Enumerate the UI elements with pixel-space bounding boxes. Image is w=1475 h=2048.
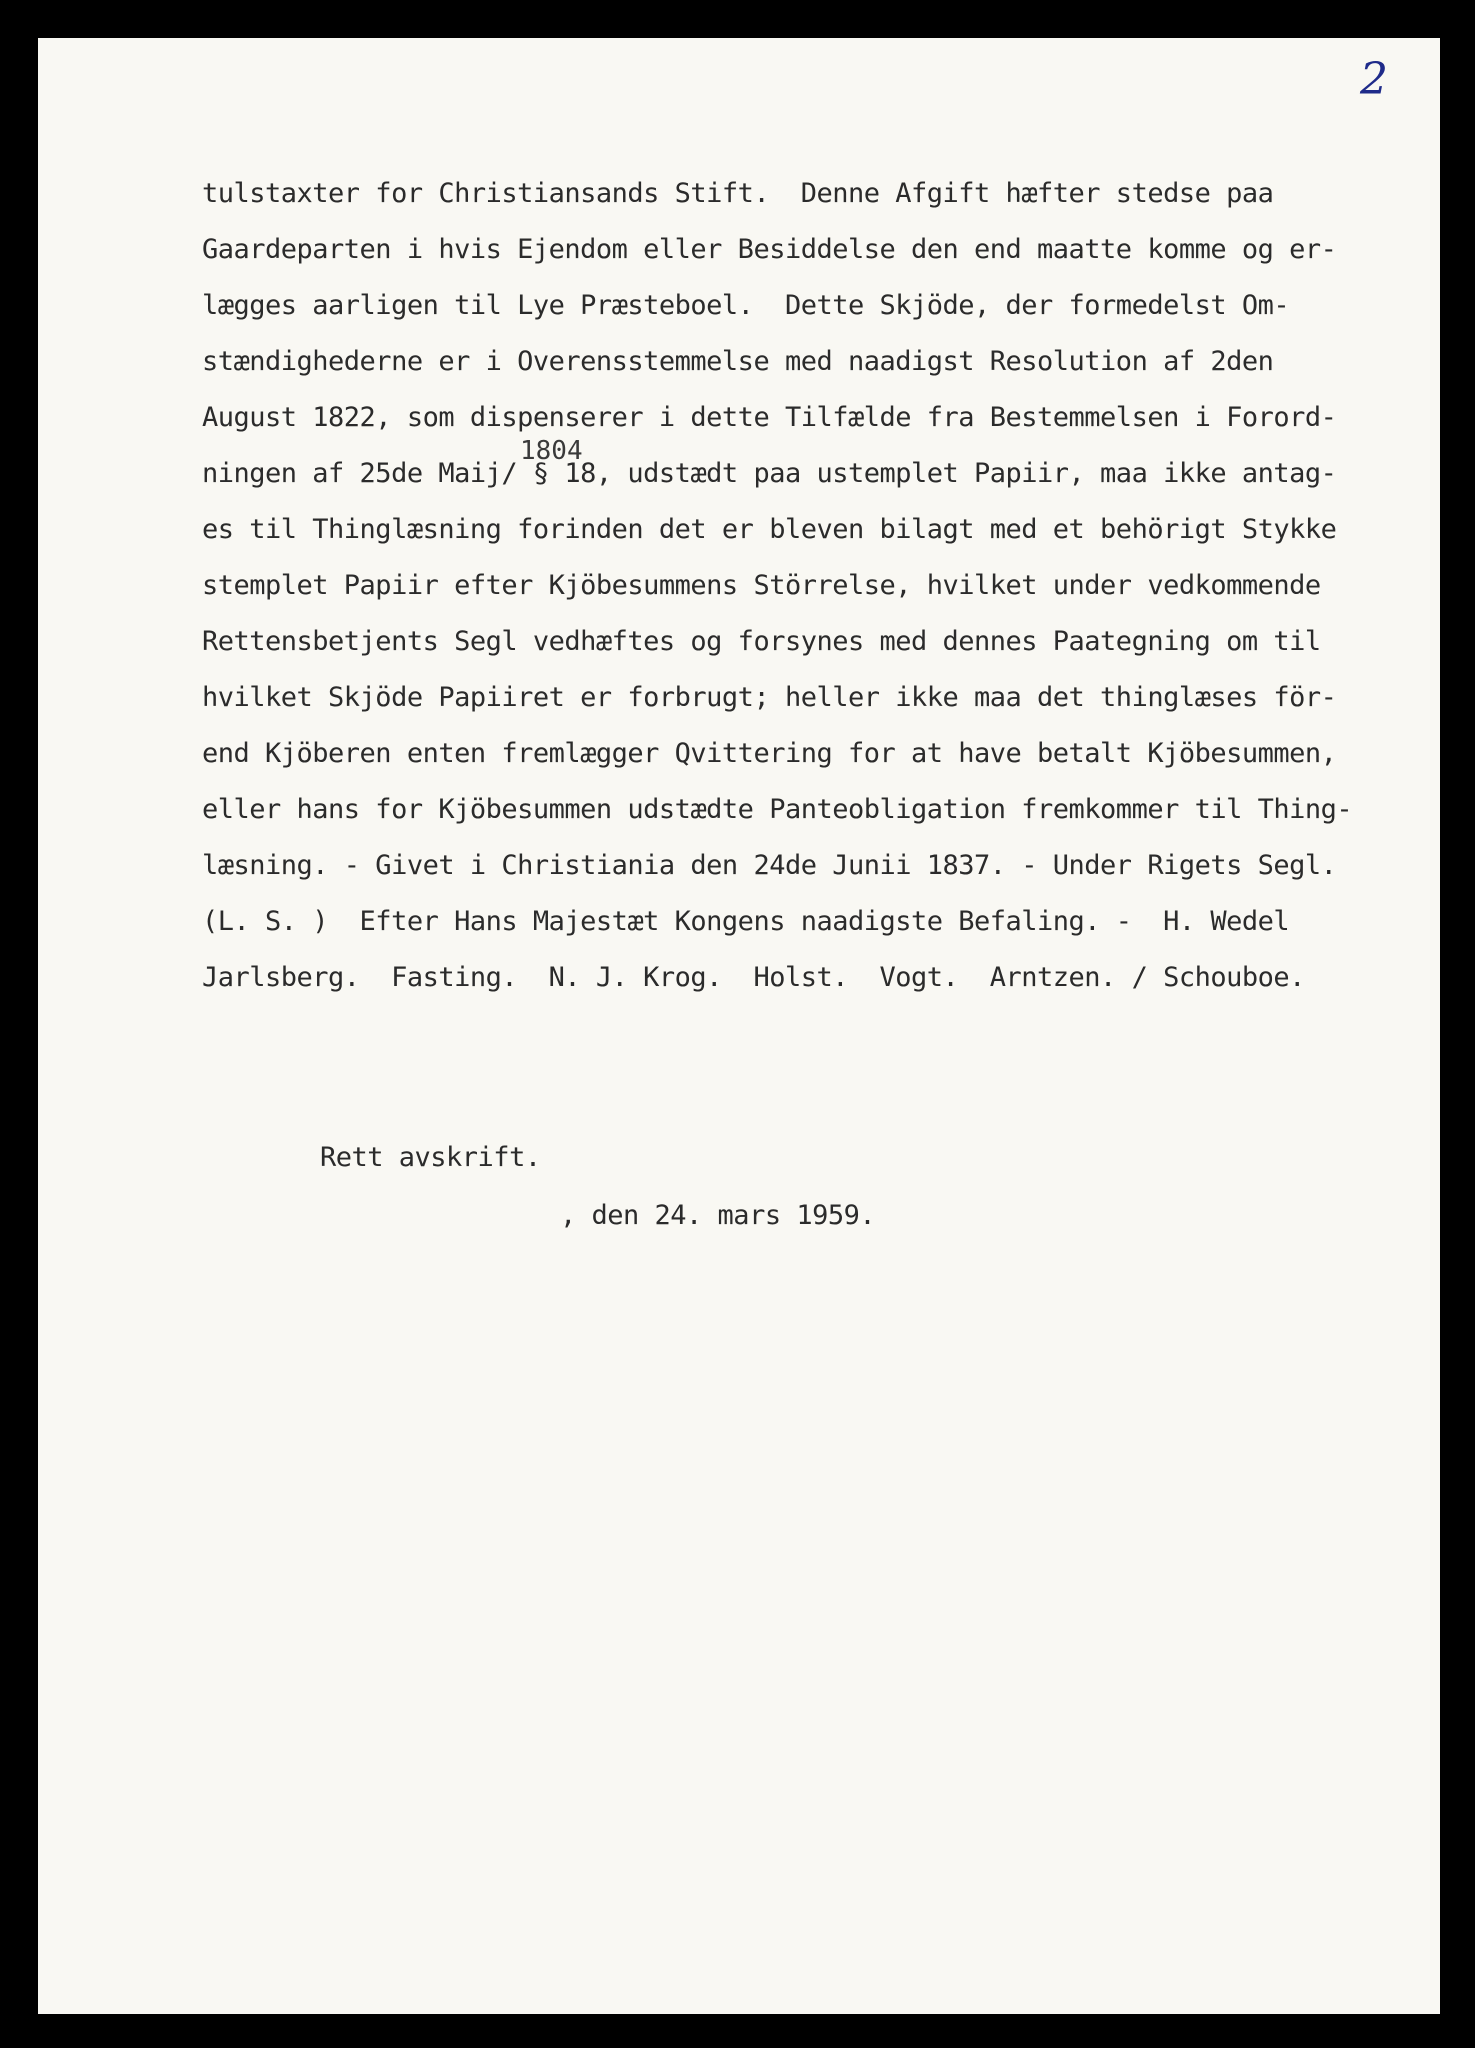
text-line: lægges aarligen til Lye Præsteboel. Dette Skjöde, der formedelst Om- <box>202 290 1290 321</box>
page-number: 2 <box>1360 54 1388 105</box>
text-line: læsning. - Givet i Christiania den 24de Junii 1837. - Under Rigets Segl. <box>202 850 1337 881</box>
date-line: , den 24. mars 1959. <box>560 1200 876 1231</box>
text-line: (L. S. ) Efter Hans Majestæt Kongens naadigste Befaling. - H. Wedel <box>202 906 1290 937</box>
text-line: stemplet Papiir efter Kjöbesummens Störrelse, hvilket under vedkommende <box>202 570 1321 601</box>
text-line: August 1822, som dispenserer i dette Tilfælde fra Bestemmelsen i Forord- <box>202 402 1337 433</box>
text-line: Rettensbetjents Segl vedhæftes og forsynes med dennes Paategning om til <box>202 626 1321 657</box>
attestation: Rett avskrift. <box>320 1142 541 1173</box>
text-line: es til Thinglæsning forinden det er bleven bilagt med et behörigt Stykke <box>202 514 1337 545</box>
text-line: Gaardeparten i hvis Ejendom eller Besiddelse den end maatte komme og er- <box>202 234 1337 265</box>
text-line: stændighederne er i Overensstemmelse med naadigst Resolution af 2den <box>202 346 1274 377</box>
text-line: hvilket Skjöde Papiiret er forbrugt; heller ikke maa det thinglæses för- <box>202 682 1337 713</box>
text-line: tulstaxter for Christiansands Stift. Denne Afgift hæfter stedse paa <box>202 178 1274 209</box>
text-line: eller hans for Kjöbesummen udstædte Panteobligation fremkommer til Thing- <box>202 794 1353 825</box>
text-line: ningen af 25de Maij/ § 18, udstædt paa ustemplet Papiir, maa ikke antag- <box>202 458 1337 489</box>
text-line: end Kjöberen enten fremlægger Qvittering for at have betalt Kjöbesummen, <box>202 738 1337 769</box>
text-line: Jarlsberg. Fasting. N. J. Krog. Holst. Vogt. Arntzen. / Schouboe. <box>202 962 1305 993</box>
handwritten-insertion-year: 1804 <box>520 436 583 466</box>
document-page <box>38 38 1440 2014</box>
